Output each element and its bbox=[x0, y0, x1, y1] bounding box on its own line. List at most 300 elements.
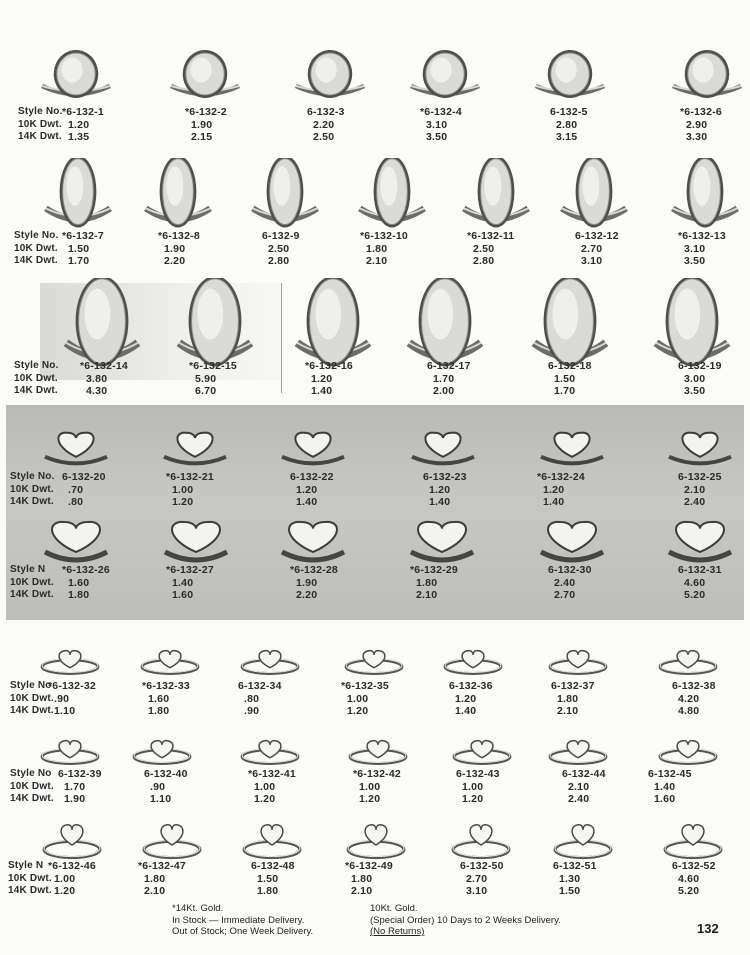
oval-signet-ring-icon bbox=[670, 50, 744, 100]
weight-10k: 1.20 bbox=[311, 372, 333, 385]
style-number: 6-132-45 bbox=[648, 768, 692, 780]
weight-10k: .90 bbox=[150, 780, 166, 793]
weight-10k: 3.00 bbox=[684, 372, 706, 385]
style-number: 6-132-19 bbox=[678, 360, 722, 372]
ring-spec bbox=[251, 860, 295, 898]
ring-spec bbox=[410, 564, 458, 602]
heart-ring-icon bbox=[163, 516, 229, 566]
weight-10k: 1.90 bbox=[296, 576, 318, 589]
weight-14k: 1.60 bbox=[172, 589, 194, 601]
oval-signet-ring-icon bbox=[250, 158, 320, 228]
style-number: *6-132-26 bbox=[62, 564, 110, 576]
14k-dwt-label: 14K Dwt. bbox=[10, 496, 54, 507]
ring-spec bbox=[341, 680, 389, 718]
weight-10k: .90 bbox=[54, 692, 70, 705]
weight-10k: 1.70 bbox=[64, 780, 86, 793]
style-number: *6-132-41 bbox=[248, 768, 296, 780]
heart-band-ring-icon bbox=[547, 730, 609, 768]
oval-signet-ring-icon bbox=[670, 158, 740, 228]
14k-dwt-label: 14K Dwt. bbox=[10, 705, 54, 716]
weight-10k: 1.20 bbox=[429, 483, 451, 496]
ring-spec bbox=[62, 230, 104, 268]
ring-spec bbox=[80, 360, 128, 398]
heart-ring-icon bbox=[162, 428, 228, 468]
ring-spec bbox=[678, 360, 722, 398]
weight-14k: 3.50 bbox=[684, 255, 706, 267]
ring-spec bbox=[144, 768, 188, 806]
ring-spec bbox=[423, 471, 467, 509]
weight-10k: 1.70 bbox=[433, 372, 455, 385]
weight-14k: 1.20 bbox=[254, 793, 276, 805]
14k-dwt-label: 14K Dwt. bbox=[14, 385, 58, 396]
ring-spec bbox=[562, 768, 606, 806]
style-no-label: Style No. bbox=[14, 360, 59, 371]
ring-spec bbox=[420, 106, 462, 144]
oval-signet-ring-icon bbox=[143, 158, 213, 228]
oval-signet-ring-icon bbox=[168, 50, 242, 100]
weight-14k: 1.40 bbox=[543, 496, 565, 508]
heart-band-ring-icon bbox=[657, 730, 719, 768]
weight-14k: .80 bbox=[68, 496, 84, 508]
ring-spec bbox=[449, 680, 493, 718]
weight-14k: 3.10 bbox=[466, 885, 488, 897]
10k-dwt-label: 10K Dwt. bbox=[8, 872, 52, 884]
weight-10k: 1.00 bbox=[172, 483, 194, 496]
weight-10k: 1.60 bbox=[148, 692, 170, 705]
weight-10k: 1.00 bbox=[462, 780, 484, 793]
10k-dwt-label: 10K Dwt. bbox=[10, 576, 54, 588]
heart-rings-shaded-band bbox=[6, 405, 744, 620]
weight-14k: 3.30 bbox=[686, 131, 708, 143]
footer-left-line: Out of Stock; One Week Delivery. bbox=[172, 926, 314, 937]
oval-signet-ring-icon bbox=[653, 278, 731, 368]
weight-10k: 1.80 bbox=[416, 576, 438, 589]
ring-spec bbox=[548, 360, 592, 398]
ring-spec bbox=[58, 768, 102, 806]
ring-spec bbox=[460, 860, 504, 898]
ring-spec bbox=[290, 471, 334, 509]
weight-14k: 2.10 bbox=[351, 885, 373, 897]
style-number: 6-132-31 bbox=[678, 564, 722, 576]
weight-14k: 5.20 bbox=[678, 885, 700, 897]
style-no-label: Style No. bbox=[10, 471, 55, 482]
row-labels bbox=[10, 768, 54, 806]
weight-14k: 2.40 bbox=[568, 793, 590, 805]
weight-14k: 3.50 bbox=[426, 131, 448, 143]
ring-spec bbox=[158, 230, 200, 268]
oval-signet-ring-icon bbox=[176, 278, 254, 368]
ring-spec bbox=[680, 106, 722, 144]
weight-10k: 4.20 bbox=[678, 692, 700, 705]
row-labels bbox=[10, 564, 54, 602]
oval-signet-ring-icon bbox=[357, 158, 427, 228]
style-number: 6-132-51 bbox=[553, 860, 597, 872]
heart-band-ring-icon bbox=[239, 640, 301, 678]
ring-spec bbox=[238, 680, 282, 718]
ring-spec bbox=[548, 564, 592, 602]
weight-10k: 1.40 bbox=[172, 576, 194, 589]
ring-spec bbox=[456, 768, 500, 806]
weight-14k: 1.80 bbox=[148, 705, 170, 717]
ring-spec bbox=[62, 106, 104, 144]
heart-ring-icon bbox=[539, 428, 605, 468]
oval-signet-ring-icon bbox=[43, 158, 113, 228]
style-number: 6-132-18 bbox=[548, 360, 592, 372]
weight-14k: 1.10 bbox=[150, 793, 172, 805]
style-number: *6-132-8 bbox=[158, 230, 200, 242]
heart-band-ring-icon bbox=[131, 730, 193, 768]
oval-signet-ring-icon bbox=[461, 158, 531, 228]
ring-spec bbox=[353, 768, 401, 806]
ring-spec bbox=[551, 680, 595, 718]
style-number: 6-132-37 bbox=[551, 680, 595, 692]
oval-signet-ring-icon bbox=[531, 278, 609, 368]
style-number: *6-132-15 bbox=[189, 360, 237, 372]
weight-10k: .80 bbox=[244, 692, 260, 705]
heart-band-ring-icon bbox=[552, 818, 614, 863]
style-number: 6-132-44 bbox=[562, 768, 606, 780]
style-number: *6-132-10 bbox=[360, 230, 408, 242]
footer-right-line: (Special Order) 10 Days to 2 Weeks Delivery. bbox=[370, 914, 561, 926]
weight-10k: 1.00 bbox=[254, 780, 276, 793]
style-number: *6-132-1 bbox=[62, 106, 104, 118]
heart-ring-icon bbox=[280, 428, 346, 468]
weight-14k: .90 bbox=[244, 705, 260, 717]
weight-14k: 2.00 bbox=[433, 385, 455, 397]
style-number: *6-132-11 bbox=[467, 230, 515, 242]
style-no-label: Style No bbox=[10, 768, 52, 779]
heart-band-ring-icon bbox=[662, 818, 724, 863]
weight-10k: 4.60 bbox=[684, 576, 706, 589]
style-number: *6-132-24 bbox=[537, 471, 585, 483]
ring-spec bbox=[550, 106, 588, 144]
footer-right-line: 10Kt. Gold. bbox=[370, 903, 418, 914]
weight-14k: 1.50 bbox=[559, 885, 581, 897]
style-number: *6-132-13 bbox=[678, 230, 726, 242]
ring-spec bbox=[672, 860, 716, 898]
style-number: *6-132-47 bbox=[138, 860, 186, 872]
style-number: *6-132-28 bbox=[290, 564, 338, 576]
style-number: 6-132-20 bbox=[62, 471, 106, 483]
style-number: 6-132-48 bbox=[251, 860, 295, 872]
style-number: *6-132-46 bbox=[48, 860, 96, 872]
oval-signet-ring-icon bbox=[294, 278, 372, 368]
style-no-label: Style No. bbox=[18, 106, 63, 117]
ring-spec bbox=[360, 230, 408, 268]
weight-14k: 2.70 bbox=[554, 589, 576, 601]
weight-10k: 1.50 bbox=[257, 872, 279, 885]
style-number: *6-132-14 bbox=[80, 360, 128, 372]
style-number: *6-132-2 bbox=[185, 106, 227, 118]
row-labels bbox=[14, 230, 59, 268]
weight-10k: 2.10 bbox=[568, 780, 590, 793]
10k-dwt-label: 10K Dwt. bbox=[18, 118, 62, 130]
14k-dwt-label: 14K Dwt. bbox=[14, 255, 58, 266]
weight-10k: 1.50 bbox=[68, 242, 90, 255]
ring-spec bbox=[467, 230, 514, 268]
weight-14k: 2.20 bbox=[296, 589, 318, 601]
oval-signet-ring-icon bbox=[533, 50, 607, 100]
weight-10k: 2.10 bbox=[684, 483, 706, 496]
style-number: 6-132-22 bbox=[290, 471, 334, 483]
style-number: 6-132-12 bbox=[575, 230, 619, 242]
weight-10k: 1.20 bbox=[543, 483, 565, 496]
weight-10k: 1.80 bbox=[351, 872, 373, 885]
row-labels bbox=[18, 106, 63, 144]
weight-14k: 3.10 bbox=[581, 255, 603, 267]
style-number: *6-132-35 bbox=[341, 680, 389, 692]
weight-10k: 1.20 bbox=[296, 483, 318, 496]
weight-10k: 1.20 bbox=[68, 118, 90, 131]
ring-spec bbox=[678, 230, 726, 268]
14k-dwt-label: 14K Dwt. bbox=[10, 793, 54, 804]
row-labels bbox=[10, 471, 55, 509]
heart-band-ring-icon bbox=[451, 730, 513, 768]
weight-10k: 2.80 bbox=[556, 118, 578, 131]
weight-10k: 1.60 bbox=[68, 576, 90, 589]
weight-10k: 2.70 bbox=[466, 872, 488, 885]
weight-14k: 1.40 bbox=[429, 496, 451, 508]
weight-10k: 2.40 bbox=[554, 576, 576, 589]
weight-10k: 3.10 bbox=[426, 118, 448, 131]
row-labels bbox=[8, 860, 52, 898]
weight-10k: .70 bbox=[68, 483, 84, 496]
heart-ring-icon bbox=[667, 428, 733, 468]
style-number: *6-132-33 bbox=[142, 680, 190, 692]
style-number: 6-132-39 bbox=[58, 768, 102, 780]
weight-10k: 1.40 bbox=[654, 780, 676, 793]
no-returns-note: (No Returns) bbox=[370, 926, 425, 937]
weight-10k: 2.50 bbox=[473, 242, 495, 255]
weight-10k: 1.80 bbox=[144, 872, 166, 885]
ring-spec bbox=[62, 471, 106, 509]
weight-10k: 1.50 bbox=[554, 372, 576, 385]
weight-10k: 1.80 bbox=[557, 692, 579, 705]
weight-10k: 3.80 bbox=[86, 372, 108, 385]
heart-band-ring-icon bbox=[343, 640, 405, 678]
weight-10k: 1.00 bbox=[359, 780, 381, 793]
weight-14k: 1.20 bbox=[462, 793, 484, 805]
heart-ring-icon bbox=[280, 516, 346, 566]
style-no-label: Style N bbox=[8, 860, 44, 871]
weight-10k: 1.00 bbox=[347, 692, 369, 705]
weight-10k: 5.90 bbox=[195, 372, 217, 385]
weight-14k: 2.50 bbox=[313, 131, 335, 143]
style-number: 6-132-9 bbox=[262, 230, 300, 242]
weight-10k: 1.20 bbox=[455, 692, 477, 705]
ring-spec bbox=[248, 768, 296, 806]
heart-band-ring-icon bbox=[450, 818, 512, 863]
footer-left-line: *14Kt. Gold. bbox=[172, 903, 224, 914]
style-number: 6-132-30 bbox=[548, 564, 592, 576]
weight-14k: 1.10 bbox=[54, 705, 76, 717]
ring-spec bbox=[575, 230, 619, 268]
ring-spec bbox=[48, 860, 96, 898]
ring-spec bbox=[166, 471, 214, 509]
style-number: *6-132-42 bbox=[353, 768, 401, 780]
weight-14k: 2.20 bbox=[164, 255, 186, 267]
weight-14k: 2.10 bbox=[366, 255, 388, 267]
style-number: 6-132-17 bbox=[427, 360, 471, 372]
weight-14k: 1.80 bbox=[68, 589, 90, 601]
weight-14k: 1.60 bbox=[654, 793, 676, 805]
heart-band-ring-icon bbox=[139, 640, 201, 678]
weight-14k: 2.10 bbox=[416, 589, 438, 601]
weight-14k: 1.90 bbox=[64, 793, 86, 805]
ring-spec bbox=[290, 564, 338, 602]
weight-14k: 2.40 bbox=[684, 496, 706, 508]
style-number: *6-132-49 bbox=[345, 860, 393, 872]
ring-spec bbox=[185, 106, 227, 144]
style-no-label: Style N bbox=[10, 564, 46, 575]
ring-spec bbox=[678, 471, 722, 509]
row-labels bbox=[14, 360, 59, 398]
ring-spec bbox=[307, 106, 345, 144]
heart-band-ring-icon bbox=[141, 818, 203, 863]
weight-10k: 1.00 bbox=[54, 872, 76, 885]
weight-10k: 1.90 bbox=[191, 118, 213, 131]
heart-band-ring-icon bbox=[239, 730, 301, 768]
heart-band-ring-icon bbox=[39, 640, 101, 678]
oval-signet-ring-icon bbox=[293, 50, 367, 100]
weight-14k: 4.30 bbox=[86, 385, 108, 397]
style-number: *6-132-32 bbox=[48, 680, 96, 692]
weight-14k: 5.20 bbox=[684, 589, 706, 601]
ring-spec bbox=[648, 768, 692, 806]
ring-spec bbox=[166, 564, 214, 602]
weight-10k: 2.90 bbox=[686, 118, 708, 131]
10k-dwt-label: 10K Dwt. bbox=[10, 692, 54, 704]
heart-band-ring-icon bbox=[547, 640, 609, 678]
style-number: *6-132-7 bbox=[62, 230, 104, 242]
ring-spec bbox=[262, 230, 300, 268]
weight-10k: 1.90 bbox=[164, 242, 186, 255]
style-number: *6-132-6 bbox=[680, 106, 722, 118]
14k-dwt-label: 14K Dwt. bbox=[18, 131, 62, 142]
oval-signet-ring-icon bbox=[63, 278, 141, 368]
style-number: 6-132-3 bbox=[307, 106, 345, 118]
page-number: 132 bbox=[697, 921, 719, 936]
heart-band-ring-icon bbox=[345, 818, 407, 863]
style-number: 6-132-5 bbox=[550, 106, 588, 118]
photo-divider bbox=[281, 283, 282, 393]
style-number: *6-132-27 bbox=[166, 564, 214, 576]
weight-14k: 1.40 bbox=[455, 705, 477, 717]
weight-10k: 2.20 bbox=[313, 118, 335, 131]
heart-band-ring-icon bbox=[442, 640, 504, 678]
footer-left-line: In Stock — Immediate Delivery. bbox=[172, 914, 305, 926]
14k-dwt-label: 14K Dwt. bbox=[8, 885, 52, 896]
ring-spec bbox=[142, 680, 190, 718]
weight-10k: 1.80 bbox=[366, 242, 388, 255]
10k-dwt-label: 10K Dwt. bbox=[10, 780, 54, 792]
style-number: 6-132-52 bbox=[672, 860, 716, 872]
style-number: 6-132-38 bbox=[672, 680, 716, 692]
style-number: *6-132-29 bbox=[410, 564, 458, 576]
weight-14k: 1.80 bbox=[257, 885, 279, 897]
ring-spec bbox=[537, 471, 585, 509]
style-number: 6-132-23 bbox=[423, 471, 467, 483]
weight-14k: 2.80 bbox=[268, 255, 290, 267]
heart-ring-icon bbox=[409, 516, 475, 566]
style-number: 6-132-34 bbox=[238, 680, 282, 692]
weight-10k: 4.60 bbox=[678, 872, 700, 885]
ring-spec bbox=[189, 360, 237, 398]
ring-spec bbox=[427, 360, 471, 398]
weight-10k: 2.50 bbox=[268, 242, 290, 255]
oval-signet-ring-icon bbox=[559, 158, 629, 228]
heart-ring-icon bbox=[667, 516, 733, 566]
weight-14k: 1.40 bbox=[296, 496, 318, 508]
heart-band-ring-icon bbox=[41, 818, 103, 863]
14k-dwt-label: 14K Dwt. bbox=[10, 589, 54, 600]
footer-14k-notes bbox=[172, 903, 313, 938]
weight-14k: 1.40 bbox=[311, 385, 333, 397]
ring-spec bbox=[553, 860, 597, 898]
style-number: *6-132-4 bbox=[420, 106, 462, 118]
ring-spec bbox=[672, 680, 716, 718]
weight-14k: 1.20 bbox=[172, 496, 194, 508]
style-number: *6-132-16 bbox=[305, 360, 353, 372]
style-no-label: Style No bbox=[10, 680, 52, 691]
ring-spec bbox=[138, 860, 186, 898]
ring-spec bbox=[305, 360, 353, 398]
heart-ring-icon bbox=[410, 428, 476, 468]
weight-14k: 2.80 bbox=[473, 255, 495, 267]
style-number: 6-132-40 bbox=[144, 768, 188, 780]
weight-14k: 1.20 bbox=[347, 705, 369, 717]
weight-14k: 2.10 bbox=[557, 705, 579, 717]
heart-ring-icon bbox=[43, 428, 109, 468]
weight-14k: 2.15 bbox=[191, 131, 213, 143]
weight-14k: 4.80 bbox=[678, 705, 700, 717]
heart-band-ring-icon bbox=[657, 640, 719, 678]
weight-14k: 1.20 bbox=[359, 793, 381, 805]
style-number: 6-132-50 bbox=[460, 860, 504, 872]
style-no-label: Style No. bbox=[14, 230, 59, 241]
style-number: 6-132-43 bbox=[456, 768, 500, 780]
style-number: *6-132-21 bbox=[166, 471, 214, 483]
oval-signet-ring-icon bbox=[39, 50, 113, 100]
ring-spec bbox=[678, 564, 722, 602]
ring-spec bbox=[62, 564, 110, 602]
style-number: 6-132-36 bbox=[449, 680, 493, 692]
heart-ring-icon bbox=[539, 516, 605, 566]
style-number: 6-132-25 bbox=[678, 471, 722, 483]
heart-band-ring-icon bbox=[241, 818, 303, 863]
weight-10k: 1.30 bbox=[559, 872, 581, 885]
weight-14k: 2.10 bbox=[144, 885, 166, 897]
10k-dwt-label: 10K Dwt. bbox=[14, 372, 58, 384]
ring-spec bbox=[48, 680, 96, 718]
oval-signet-ring-icon bbox=[408, 50, 482, 100]
weight-14k: 1.20 bbox=[54, 885, 76, 897]
oval-signet-ring-icon bbox=[406, 278, 484, 368]
weight-14k: 1.35 bbox=[68, 131, 90, 143]
weight-10k: 2.70 bbox=[581, 242, 603, 255]
10k-dwt-label: 10K Dwt. bbox=[14, 242, 58, 254]
10k-dwt-label: 10K Dwt. bbox=[10, 483, 54, 495]
footer-10k-notes bbox=[370, 903, 561, 938]
ring-spec bbox=[345, 860, 393, 898]
weight-14k: 1.70 bbox=[68, 255, 90, 267]
weight-14k: 3.50 bbox=[684, 385, 706, 397]
weight-10k: 3.10 bbox=[684, 242, 706, 255]
weight-14k: 3.15 bbox=[556, 131, 578, 143]
weight-14k: 1.70 bbox=[554, 385, 576, 397]
heart-band-ring-icon bbox=[39, 730, 101, 768]
heart-band-ring-icon bbox=[347, 730, 409, 768]
